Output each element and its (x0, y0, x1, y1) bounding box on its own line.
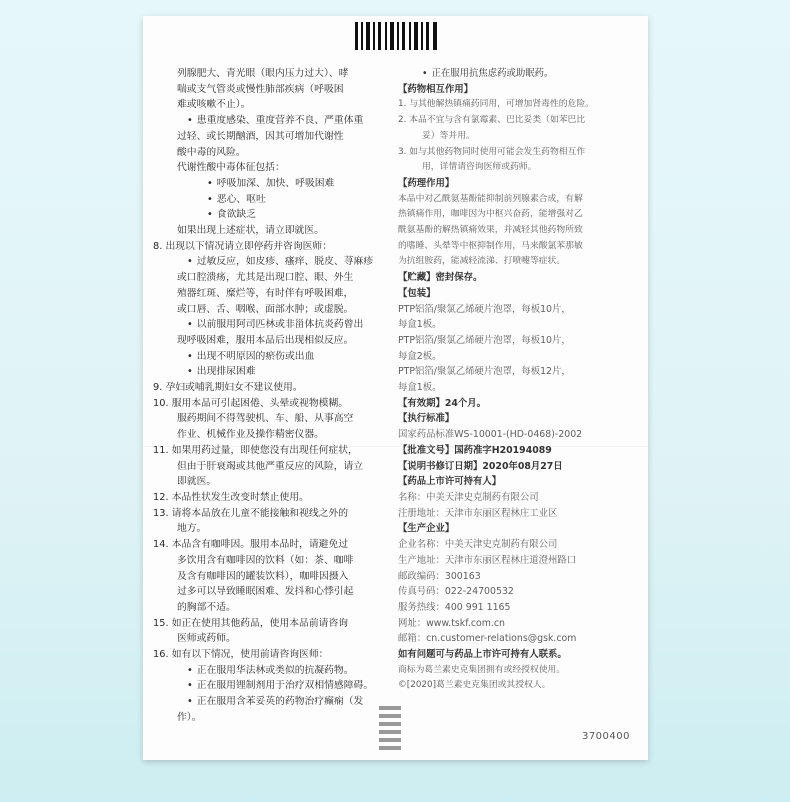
right-text-line: PTP铝箔/聚氯乙烯硬片泡罩，每板10片， (398, 303, 571, 315)
right-text-line: 【贮藏】密封保存。 (398, 272, 483, 284)
left-text-line: • 正在服用含苯妥英的药物治疗癫痫（发 (153, 694, 385, 710)
right-text-line: 名称：中美天津史克制药有限公司 (398, 491, 539, 503)
left-text-line: 的胸部不适。 (177, 601, 236, 613)
right-text-line: 【执行标准】 (398, 413, 455, 425)
left-text-line: • 食欲缺乏 (153, 207, 385, 223)
left-text-line: 13. 请将本品放在儿童不能接触和视线之外的 (153, 507, 349, 519)
right-text-line: ©[2020]葛兰素史克集团或其授权人。 (398, 680, 551, 691)
right-text-line: 每盒1板。 (398, 319, 442, 331)
left-text-line: • 呼吸加深、加快、呼吸困难 (153, 176, 385, 192)
left-text-line: 过多可以导致睡眠困难、发抖和心悸引起 (177, 586, 354, 598)
right-text-line: 网址：www.tskf.com.cn (398, 617, 505, 629)
right-text-line: • 正在服用抗焦虑药或助眠药。 (398, 66, 638, 82)
left-text-line: • 正在服用华法林或类似的抗凝药物。 (153, 663, 385, 679)
left-text-line: 多饮用含有咖啡因的饮料（如：茶、咖啡 (177, 554, 354, 566)
left-text-line: • 患重度感染、重度营养不良、严重体重 (153, 113, 385, 129)
left-text-line: 如果出现上述症状，请立即就医。 (177, 225, 324, 237)
left-text-line: 15. 如正在使用其他药品，使用本品前请咨询 (153, 617, 349, 629)
left-text-line: 即就医。 (177, 476, 217, 488)
left-text-line: 11. 如果用药过量，即使您没有出现任何症状， (153, 444, 358, 456)
left-text-line: 喘或支气管炎或慢性肺部疾病（呼吸困 (177, 83, 344, 95)
right-text-line: 【包装】 (398, 287, 436, 299)
right-text-line: 【有效期】24个月。 (398, 397, 487, 409)
left-text-line: 14. 本品含有咖啡因。服用本品时，请避免过 (153, 539, 349, 551)
right-text-line: 【批准文号】国药准字H20194089 (398, 444, 552, 456)
right-text-line: 【说明书修订日期】2020年08月27日 (398, 460, 563, 472)
leaflet-page (143, 16, 648, 760)
left-text-line: 服药期间不得驾驶机、车、船、从事高空 (177, 413, 354, 425)
barcode-graphic (355, 22, 441, 50)
right-text-line: 生产地址：天津市东丽区程林庄道澄州路口 (398, 554, 577, 566)
left-text-line: 作业、机械作业及操作精密仪器。 (177, 429, 324, 441)
right-text-line: 【药品上市许可持有人】 (398, 476, 502, 488)
left-text-line: 酸中毒的风险。 (177, 146, 246, 158)
right-text-line: 2. 本品不宜与含有氯霉素、巴比妥类（如苯巴比 (398, 115, 586, 126)
left-text-line: 12. 本品性状发生改变时禁止使用。 (153, 491, 309, 503)
right-text-line: 酰氨基酚的解热镇痛效果，并减轻其他药物所致 (398, 225, 583, 236)
left-text-line: 但由于肝衰竭或其他严重反应的风险，请立 (177, 460, 364, 472)
left-text-line: 代谢性酸中毒体征包括： (177, 162, 285, 174)
right-text-line: 【药物相互作用】 (398, 83, 474, 95)
left-text-line: 列腺肥大、青光眼（眼内压力过大）、哮 (177, 68, 349, 79)
left-text-line: • 出现不明原因的瘀伤或出血 (153, 349, 385, 365)
right-text-line: 1. 与其他解热镇痛药同用，可增加肾毒性的危险。 (398, 99, 594, 110)
left-column (153, 66, 385, 726)
left-text-line: 9. 孕妇或哺乳期妇女不建议使用。 (153, 382, 303, 394)
left-text-line: 过轻、或长期酗酒，因其可增加代谢性 (177, 130, 344, 142)
right-text-line: 每盒2板。 (398, 350, 442, 362)
right-text-line: PTP铝箔/聚氯乙烯硬片泡罩，每板12片， (398, 366, 571, 378)
right-text-line: PTP铝箔/聚氯乙烯硬片泡罩，每板10片， (398, 334, 571, 346)
right-text-line: 如有问题可与药品上市许可持有人联系。 (398, 649, 567, 661)
left-text-line: 现呼吸困难，服用本品后出现相似反应。 (177, 334, 354, 346)
right-text-line: 【生产企业】 (398, 523, 455, 535)
left-text-line: 10. 服用本品可引起困倦、头晕或视物模糊。 (153, 397, 349, 409)
left-text-line: 作）。 (177, 711, 202, 723)
left-text-line: 8. 出现以下情况请立即停药并咨询医师： (153, 240, 333, 252)
right-text-line: 国家药品标准WS-10001-(HD-0468)-2002 (398, 429, 583, 441)
left-text-line: • 正在服用锂制剂用于治疗双相情感障碍。 (153, 678, 385, 694)
left-text-line: 地方。 (177, 523, 207, 535)
right-text-line: 每盒1板。 (398, 382, 442, 394)
left-text-line: 16. 如有以下情况，使用前请咨询医师： (153, 649, 329, 661)
right-text-line: 妥）等并用。 (422, 130, 475, 141)
right-text-line: 用，详情请咨询医师或药师。 (422, 162, 537, 173)
right-text-line: 商标为葛兰素史克集团拥有或经授权使用。 (398, 664, 566, 675)
print-code: 3700400 (581, 731, 630, 742)
right-text-line: 为抗组胺药，能减轻流涕、打喷嚏等症状。 (398, 256, 566, 267)
left-text-line: 医师或药师。 (177, 633, 236, 645)
right-text-line: 热镇痛作用，咖啡因为中枢兴奋药，能增强对乙 (398, 209, 583, 220)
left-text-line: • 出现排尿困难 (153, 364, 385, 380)
right-text-line: 服务热线：400 991 1165 (398, 601, 511, 613)
right-text-line: 【药理作用】 (398, 177, 455, 189)
left-text-line: 难或咳嗽不止）。 (177, 99, 251, 111)
right-text-line: 3. 如与其他药物同时使用可能会发生药物相互作 (398, 146, 586, 157)
left-text-line: 或口唇、舌、咽喉、面部水肿；或虚脱。 (177, 303, 354, 315)
left-text-line: 及含有咖啡因的罐装饮料），咖啡因摄入 (177, 570, 349, 582)
right-text-line: 企业名称：中美天津史克制药有限公司 (398, 539, 558, 551)
left-text-line: 殖器红斑、糜烂等，有时伴有呼吸困难， (177, 287, 354, 299)
right-text-line: 邮政编码：300163 (398, 570, 481, 582)
left-text-line: • 以前服用阿司匹林或非甾体抗炎药曾出 (153, 317, 385, 333)
left-text-line: • 过敏反应，如皮疹、瘙痒、脱皮、荨麻疹 (153, 254, 385, 270)
right-column (398, 66, 638, 694)
right-text-line: 的嗜睡、头晕等中枢抑制作用，马来酸氯苯那敏 (398, 240, 583, 251)
edge-marks-graphic (379, 706, 401, 758)
right-text-line: 邮箱：cn.customer-relations@gsk.com (398, 633, 577, 645)
right-text-line: 传真号码：022-24700532 (398, 586, 514, 598)
right-text-line: 注册地址：天津市东丽区程林庄工业区 (398, 507, 558, 519)
left-text-line: 或口腔溃疡，尤其是出现口腔、眼、外生 (177, 272, 354, 284)
left-text-line: • 恶心、呕吐 (153, 192, 385, 208)
right-text-line: 本品中对乙酰氨基酚能抑制前列腺素合成，有解 (398, 193, 583, 204)
